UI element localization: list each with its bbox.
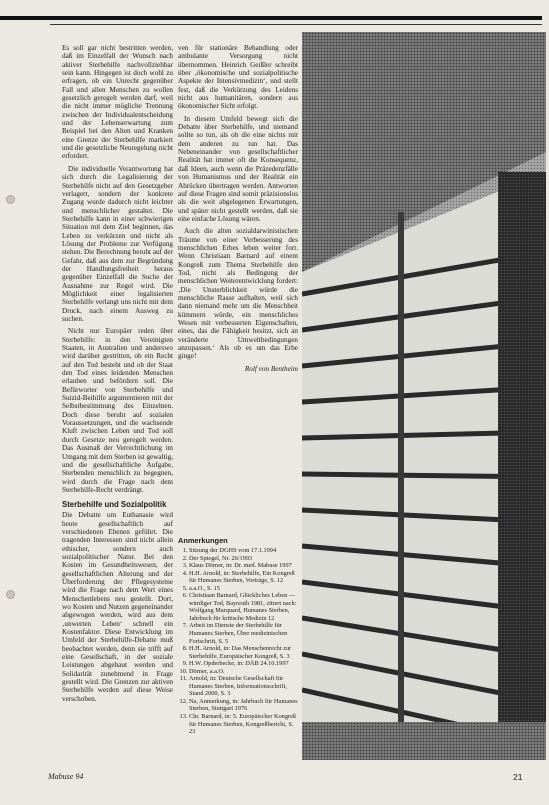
footer-publication: Mabuse 94 [48, 772, 84, 781]
header-rule-thick [0, 16, 542, 20]
note-item: 12. Na, Anmerkung, in: Jahrbuch für Humanes Sterben, Stuttgart 1976 [189, 698, 298, 713]
section-heading: Sterbehilfe und Sozialpolitik [62, 500, 167, 510]
left-paragraph: Es soll gar nicht bestritten werden, daß im Einzelfall der Wunsch nach aktiver Sterbehilfe nachvollziehbar sein kann. Hingegen ist doch wohl zu erfragen, ob ein Unrecht gegenüber Fall und allen Menschen zu wollen gesetzlich geregelt werden darf, weil die nicht immer mögliche Trennung zwischen der Individualentscheidung und der Lebenserwartung zum Beispiel bei den Alten und Kranken eine Grenze der Sterbehilfe markiert und die gesetzliche Neuregelung nicht erfordert. [62, 44, 173, 161]
note-item: 4. H.H. Arnold, in: Sterbehilfe, Ein Kongreß für Humanes Sterben, Vorträge, S. 12 [189, 570, 298, 585]
middle-paragraph: ven für stationäre Behandlung oder ambulante Versorgung nicht übernommen. Heinrich Geißler schreibt über ‚ökonomische und sozialpolitische Aspekte der Intensivmedizin‘, und stellt fest, daß die Verkürzung des Leidens nicht aus humanitären, sondern aus ökonomischer Sicht erfolgt. [178, 44, 298, 111]
middle-paragraph: Auch die alten sozialdarwinistischen Träume von einer Verbesserung des menschlichen Erbes leben weiter fort. Wenn Christiaan Barnard auf einem Kongreß zum Thema Sterbehilfe den Tod, nicht als Bedingung der menschlichen Weiterentwicklung fordert: ‚Die Unsterblichkeit würde die menschliche Rasse aufhalten, weil sich dann niemand mehr um die Menschheit kümmern würde, ein menschliches Wesen mit verbesserten Eigenschaften, eines, das die Fähigkeit besitzt, sich an veränderte Umweltbedingungen anzupassen.‘ Als ob es um das Erbe ginge! [178, 227, 298, 361]
left-text-column [62, 44, 173, 707]
left-section-paragraph: Die Debatte um Euthanasie wird heute gesellschaftlich auf verschiedenen Ebenen geführt. Die tragenden Interessen sind nicht allein ethischer, sondern auch sozialpolitischer Natur. Bei den Kosten im Gesundheitswesen, der gesellschaftlichen Alterung und der Überforderung der Pflegesysteme wird die Frage nach dem Wert eines Menschenlebens neu gestellt. Dort, wo Kosten und Nutzen gegeneinander abgewogen werden, wird aus dem ‚unwerten Leben‘ schnell ein Kostenfaktor. Diese Entwicklung im Umfeld der Sterbehilfe-Debatte muß beobachtet werden, denn sie trifft auf eine Gesellschaft, in der soziale Leistungen abgebaut werden und Solidarität zunehmend in Frage gestellt wird. Die Grenzen zur aktiven Sterbehilfe werden auf diese Weise verschoben. [62, 511, 173, 703]
note-item: 7. Arbeit im Dienste der Sterbehilfe für Humanes Sterben, Über medizinischen Fortschritt, S. 5 [189, 622, 298, 645]
note-item: 11. Arnold, in: Deutsche Gesellschaft für Humanes Sterben, Informationsschrift, Stand 2000, S. 3 [189, 675, 298, 698]
page-number: 21 [513, 772, 523, 782]
left-paragraph: Die individuelle Verantwortung hat sich durch die Legalisierung der Sterbehilfe nicht auf den Gesetzgeber verlagert, sondern der konkrete Zugang wurde dadurch nicht leichter und menschlicher gestaltet. Die Sterbehilfe kann in einer schwierigen Situation mit dem Ziel beginnen, das Leben zu verkürzen und nicht als Lösung der Probleme zur Verfügung stehen. Die Berechnung beruht auf der Gefahr, daß aus dem zur Begründung der Handlungsfreiheit heraus gegenüber Einzelfall die Suche der Ausnahme zur Regel wird. Die Möglichkeit einer legalisierten Sterbehilfe verlangt uns nicht mit dem Druck, nach einem Ausweg zu suchen. [62, 164, 173, 323]
binding-hole-top [6, 195, 15, 204]
author-signature: Rolf von Bentheim [244, 364, 298, 373]
binding-hole-bottom [6, 590, 15, 599]
left-paragraph: Nicht nur Europäer reden über Sterbehilfe: in den Vereinigten Staaten, in Australien und anderswo wird darüber gestritten, ob ein Recht auf den Tod besteht und ob der Staat den Tod eines leidenden Menschen erlauben und befördern soll. Die Befürworter von Sterbehilfe und Suizid-Beihilfe argumentieren mit der Selbstbestimmung des Einzelnen. Doch diese beruht auf sozialen Voraussetzungen, und die wachsende Kluft zwischen Leben und Tod soll durch Gesetze neu geregelt werden. Das Ausmaß der Verrechtlichung im Umgang mit dem Sterben ist gewaltig, und die gesellschaftliche Aufgabe, Sterbenden menschlich zu begegnen, wird durch die Frage nach dem Sterbehilfe-Recht verdrängt. [62, 327, 173, 494]
notes-section [178, 536, 298, 736]
middle-text-column [178, 44, 298, 373]
notes-heading: Anmerkungen [178, 536, 228, 545]
note-item: 13. Chr. Barnard, in: 5. Europäischer Kongreß für Humanes Sterben, Kongreßbericht, S. 23 [189, 713, 298, 736]
note-item: 3. Klaus Dörner, in: Dr. med. Mabuse 1997 [189, 562, 298, 570]
building-photograph [302, 32, 546, 760]
note-item: 6. Christiaan Barnard, Glückliches Leben — würdiger Tod, Bayreuth 1981, zitiert nach: Wolfgang Marquard, Humanes Sterben, Jahrbuch für kritische Medizin 12 [189, 592, 298, 622]
note-item: 9. H.W. Opderbecke, in: DÄB 24.10.1997 [189, 660, 298, 668]
note-item: 1. Sitzung der DGHS vom 17.1.1994 [189, 547, 298, 555]
note-item: 8. H.H. Arnold, in: Das Menschenrecht zur Sterbehilfe, Europäischer Kongreß, S. 3 [189, 645, 298, 660]
middle-paragraph: In diesem Umfeld bewegt sich die Debatte über Sterbehilfe, und niemand sollte so tun, als ob die eine nichts mit dem anderen zu tun hat. Das Nebeneinander von gesellschaftlicher Realität hat immer oft die Konsequenz, daß Ideen, auch wenn die Präzedenzfälle von Humanismus und der Realität ein Abrücken übertragen werden. Antworten auf diese Fragen sind somit präzisionslos als die weit abgelegenen Erwartungen, und später nicht gestellt werden, daß sie eine einfache Lösung wären. [178, 114, 298, 223]
header-rule-thin [50, 24, 542, 25]
note-item: 10. Dörner, a.a.O. [189, 668, 298, 676]
note-item: 2. Der Spiegel, Nr. 26/1993 [189, 555, 298, 563]
note-item: 5. a.a.O., S. 15 [189, 585, 298, 593]
notes-list [178, 547, 298, 736]
